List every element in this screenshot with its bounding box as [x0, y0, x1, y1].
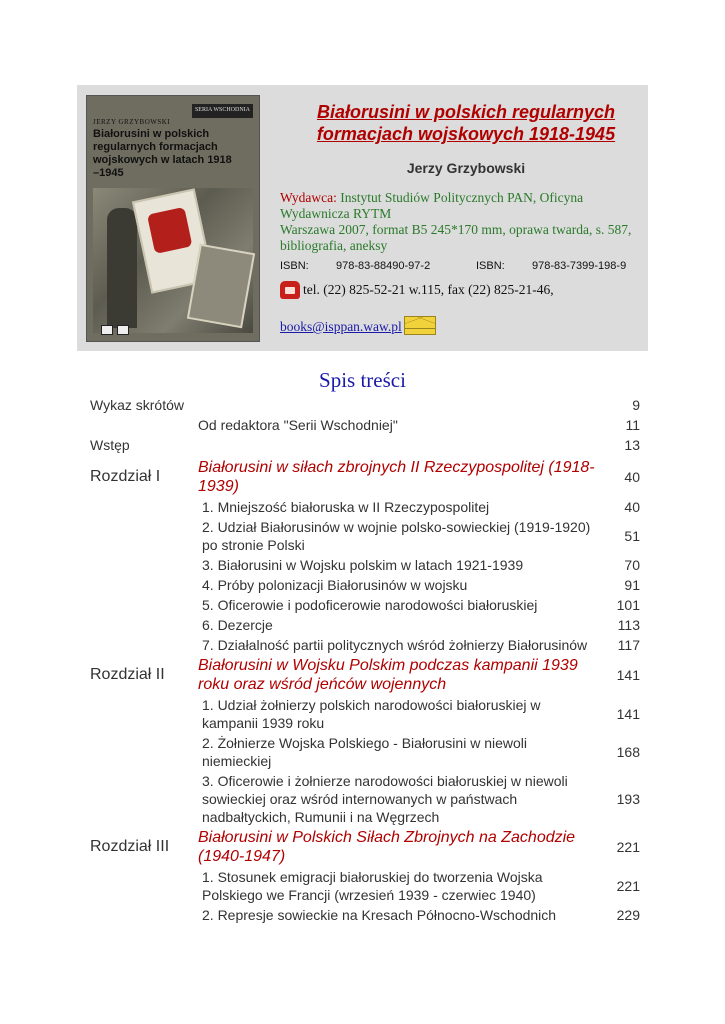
toc-page-number: 168 — [616, 744, 640, 760]
publisher-details — [280, 190, 645, 254]
toc-page-number: 13 — [624, 437, 640, 453]
portrait-card — [187, 244, 255, 329]
toc-row[interactable] — [90, 498, 640, 516]
toc-entry-title: 3. Oficerowie i żołnierze narodowości białoruskiej w niewoli sowieckiej oraz wśród internowanych w państwach nadbałtyckich, Rumunii i na Węgrzech — [202, 773, 568, 825]
toc-title: Spis treści — [319, 368, 406, 392]
toc-chapter-label: Wykaz skrótów — [90, 397, 185, 413]
email-link[interactable]: books@isppan.waw.pl — [280, 319, 402, 334]
toc-entry-title: 1. Stosunek emigracji białoruskiej do tworzenia Wojska Polskiego we Francji (wrzesień 1939 - czerwiec 1940) — [202, 869, 543, 903]
toc-row[interactable] — [90, 906, 640, 924]
cover-photo — [93, 188, 253, 333]
toc-page-number: 9 — [632, 397, 640, 413]
toc-row[interactable] — [90, 416, 640, 434]
toc-entry-title: Białorusini w Wojsku Polskim podczas kampanii 1939 roku oraz wśród jeńców wojennych — [198, 657, 578, 693]
isbn-label-1: ISBN: — [280, 260, 309, 272]
toc-entry-title: 6. Dezercje — [202, 617, 273, 633]
email-row — [280, 316, 436, 335]
toc-row[interactable] — [90, 656, 640, 694]
toc-entry-title: 7. Działalność partii politycznych wśród żołnierzy Białorusinów — [202, 637, 588, 653]
toc-page-number: 221 — [616, 878, 640, 894]
toc-row[interactable] — [90, 556, 640, 574]
toc-row[interactable] — [90, 458, 640, 496]
toc-page-number: 101 — [616, 597, 640, 613]
publisher-logos — [101, 325, 129, 335]
contact-text: tel. (22) 825-52-21 w.115, fax (22) 825-21-46, — [303, 282, 554, 297]
toc-row[interactable] — [90, 436, 640, 454]
toc-page-number: 141 — [616, 667, 640, 683]
toc-page-number: 70 — [624, 557, 640, 573]
toc-page-number: 141 — [616, 706, 640, 722]
toc-entry-title: 3. Białorusini w Wojsku polskim w latach 1921-1939 — [202, 557, 524, 573]
toc-entry-title: 2. Żołnierze Wojska Polskiego - Białorusini w niewoli niemieckiej — [202, 735, 527, 769]
toc-page-number: 91 — [624, 577, 640, 593]
toc-row[interactable] — [90, 616, 640, 634]
toc-row[interactable] — [90, 696, 640, 732]
toc-row[interactable] — [90, 596, 640, 614]
isbn-label-2: ISBN: — [476, 260, 505, 272]
isbn-1: 978-83-88490-97-2 — [336, 260, 431, 272]
publisher-label: Wydawca: — [280, 190, 337, 205]
publisher-name: Instytut Studiów Politycznych PAN, Oficyna Wydawnicza RYTM — [280, 190, 584, 221]
book-author: Jerzy Grzybowski — [406, 160, 526, 176]
toc-page-number: 229 — [616, 907, 640, 923]
isbn-2: 978-83-7399-198-9 — [532, 260, 627, 272]
telephone-icon — [280, 281, 300, 299]
book-title[interactable]: Białorusini w polskich regularnych formacjach wojskowych 1918-1945 — [316, 102, 616, 144]
toc-page-number: 40 — [624, 469, 640, 485]
toc-page-number: 221 — [616, 839, 640, 855]
toc-chapter-label: Rozdział III — [90, 838, 170, 855]
soldier-figure — [107, 208, 137, 328]
cover-title: Białorusini w polskich regularnych formacjach wojskowych w latach 1918 –1945 — [93, 128, 232, 179]
toc-chapter-label: Rozdział I — [90, 468, 161, 485]
toc-row[interactable] — [90, 396, 640, 414]
toc-page-number: 40 — [624, 499, 640, 515]
toc-page-number: 113 — [617, 617, 640, 633]
toc-entry-title: Białorusini w siłach zbrojnych II Rzeczypospolitej (1918-1939) — [198, 459, 595, 495]
knight-emblem-icon — [147, 207, 192, 254]
contact-row — [280, 281, 645, 299]
toc-row[interactable] — [90, 772, 640, 826]
isbn-row — [280, 260, 645, 272]
toc-row[interactable] — [90, 576, 640, 594]
cover-author-text: JERZY GRZYBOWSKI — [93, 118, 171, 126]
toc-chapter-label: Rozdział II — [90, 666, 165, 683]
toc-page-number: 11 — [625, 417, 640, 433]
toc-entry-title: 5. Oficerowie i podoficerowie narodowości białoruskiej — [202, 597, 538, 613]
toc-entry-title: 2. Represje sowieckie na Kresach Północno-Wschodnich — [202, 907, 557, 923]
toc-chapter-label: Wstęp — [90, 437, 130, 453]
toc-page-number: 193 — [616, 791, 640, 807]
toc-entry-title: 1. Udział żołnierzy polskich narodowości białoruskiej w kampanii 1939 roku — [202, 697, 541, 731]
book-info-panel — [77, 85, 648, 351]
toc-entry-title: 1. Mniejszość białoruska w II Rzeczypospolitej — [202, 499, 490, 515]
toc-row[interactable] — [90, 734, 640, 770]
toc-entry-title: Od redaktora "Serii Wschodniej" — [198, 417, 398, 433]
toc-page-number: 117 — [617, 637, 640, 653]
toc-entry-title: 2. Udział Białorusinów w wojnie polsko-sowieckiej (1919-1920) po stronie Polski — [202, 519, 591, 553]
toc-entry-title: Białorusini w Polskich Siłach Zbrojnych na Zachodzie (1940-1947) — [198, 829, 576, 865]
toc-row[interactable] — [90, 518, 640, 554]
toc-row[interactable] — [90, 636, 640, 654]
cover-series: SERIA WSCHODNIA — [192, 104, 253, 118]
toc-row[interactable] — [90, 828, 640, 866]
toc-entry-title: 4. Próby polonizacji Białorusinów w wojsku — [202, 577, 468, 593]
book-cover-image — [86, 95, 260, 342]
toc-page-number: 51 — [624, 528, 640, 544]
toc-row[interactable] — [90, 868, 640, 904]
envelope-icon[interactable] — [404, 316, 436, 335]
edition-details: Warszawa 2007, format B5 245*170 mm, oprawa twarda, s. 587, bibliografia, aneksy — [280, 222, 632, 253]
table-of-contents — [90, 394, 640, 924]
